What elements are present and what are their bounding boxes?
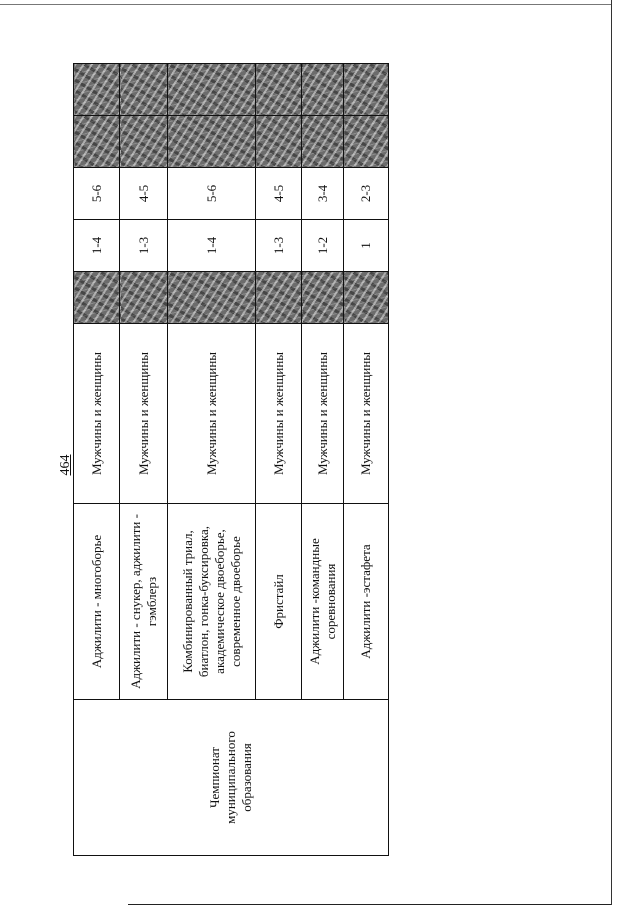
shaded-cell bbox=[168, 64, 256, 116]
age-range-cell: 1-4 bbox=[74, 220, 120, 272]
discipline-cell: Аджилити - снукер, аджилити - гэмблерз bbox=[120, 504, 168, 700]
shaded-cell bbox=[256, 64, 302, 116]
level-cell: 5-6 bbox=[168, 168, 256, 220]
discipline-cell: Аджилити -эстафета bbox=[344, 504, 389, 700]
rotated-table-container bbox=[73, 64, 388, 856]
discipline-cell: Аджилити -командные соревнования bbox=[302, 504, 344, 700]
shaded-cell bbox=[302, 272, 344, 324]
page-number: 464 bbox=[58, 454, 73, 476]
participants-cell: Мужчины и женщины bbox=[120, 324, 168, 504]
discipline-cell: Комбинированный триал, биатлон, гонка-буксировка, академическое двоеборье, современное двоеборье bbox=[168, 504, 256, 700]
participants-cell: Мужчины и женщины bbox=[344, 324, 389, 504]
participants-cell: Мужчины и женщины bbox=[256, 324, 302, 504]
shaded-cell bbox=[74, 272, 120, 324]
shaded-cell bbox=[120, 272, 168, 324]
level-cell: 4-5 bbox=[120, 168, 168, 220]
competition-table bbox=[73, 63, 389, 856]
discipline-cell: Фристайл bbox=[256, 504, 302, 700]
age-range-cell: 1-4 bbox=[168, 220, 256, 272]
age-range-cell: 1-3 bbox=[256, 220, 302, 272]
scan-edge-top bbox=[0, 4, 611, 5]
age-range-cell: 1-3 bbox=[120, 220, 168, 272]
shaded-cell bbox=[344, 116, 389, 168]
competition-cell: Чемпионат муниципального образования bbox=[74, 700, 389, 856]
level-cell: 4-5 bbox=[256, 168, 302, 220]
shaded-cell bbox=[344, 272, 389, 324]
shaded-cell bbox=[302, 64, 344, 116]
age-range-cell: 1-2 bbox=[302, 220, 344, 272]
shaded-cell bbox=[302, 116, 344, 168]
shaded-cell bbox=[256, 272, 302, 324]
participants-cell: Мужчины и женщины bbox=[168, 324, 256, 504]
shaded-cell bbox=[120, 116, 168, 168]
shaded-cell bbox=[74, 64, 120, 116]
shaded-cell bbox=[344, 64, 389, 116]
shaded-cell bbox=[74, 116, 120, 168]
table-rotation-frame bbox=[73, 64, 388, 856]
age-range-cell: 1 bbox=[344, 220, 389, 272]
level-cell: 3-4 bbox=[302, 168, 344, 220]
shaded-cell bbox=[120, 64, 168, 116]
scan-edge-right bbox=[611, 0, 612, 905]
level-cell: 2-3 bbox=[344, 168, 389, 220]
table-row bbox=[74, 64, 120, 856]
shaded-cell bbox=[256, 116, 302, 168]
shaded-cell bbox=[168, 116, 256, 168]
level-cell: 5-6 bbox=[74, 168, 120, 220]
participants-cell: Мужчины и женщины bbox=[302, 324, 344, 504]
shaded-cell bbox=[168, 272, 256, 324]
participants-cell: Мужчины и женщины bbox=[74, 324, 120, 504]
discipline-cell: Аджилити - многоборье bbox=[74, 504, 120, 700]
